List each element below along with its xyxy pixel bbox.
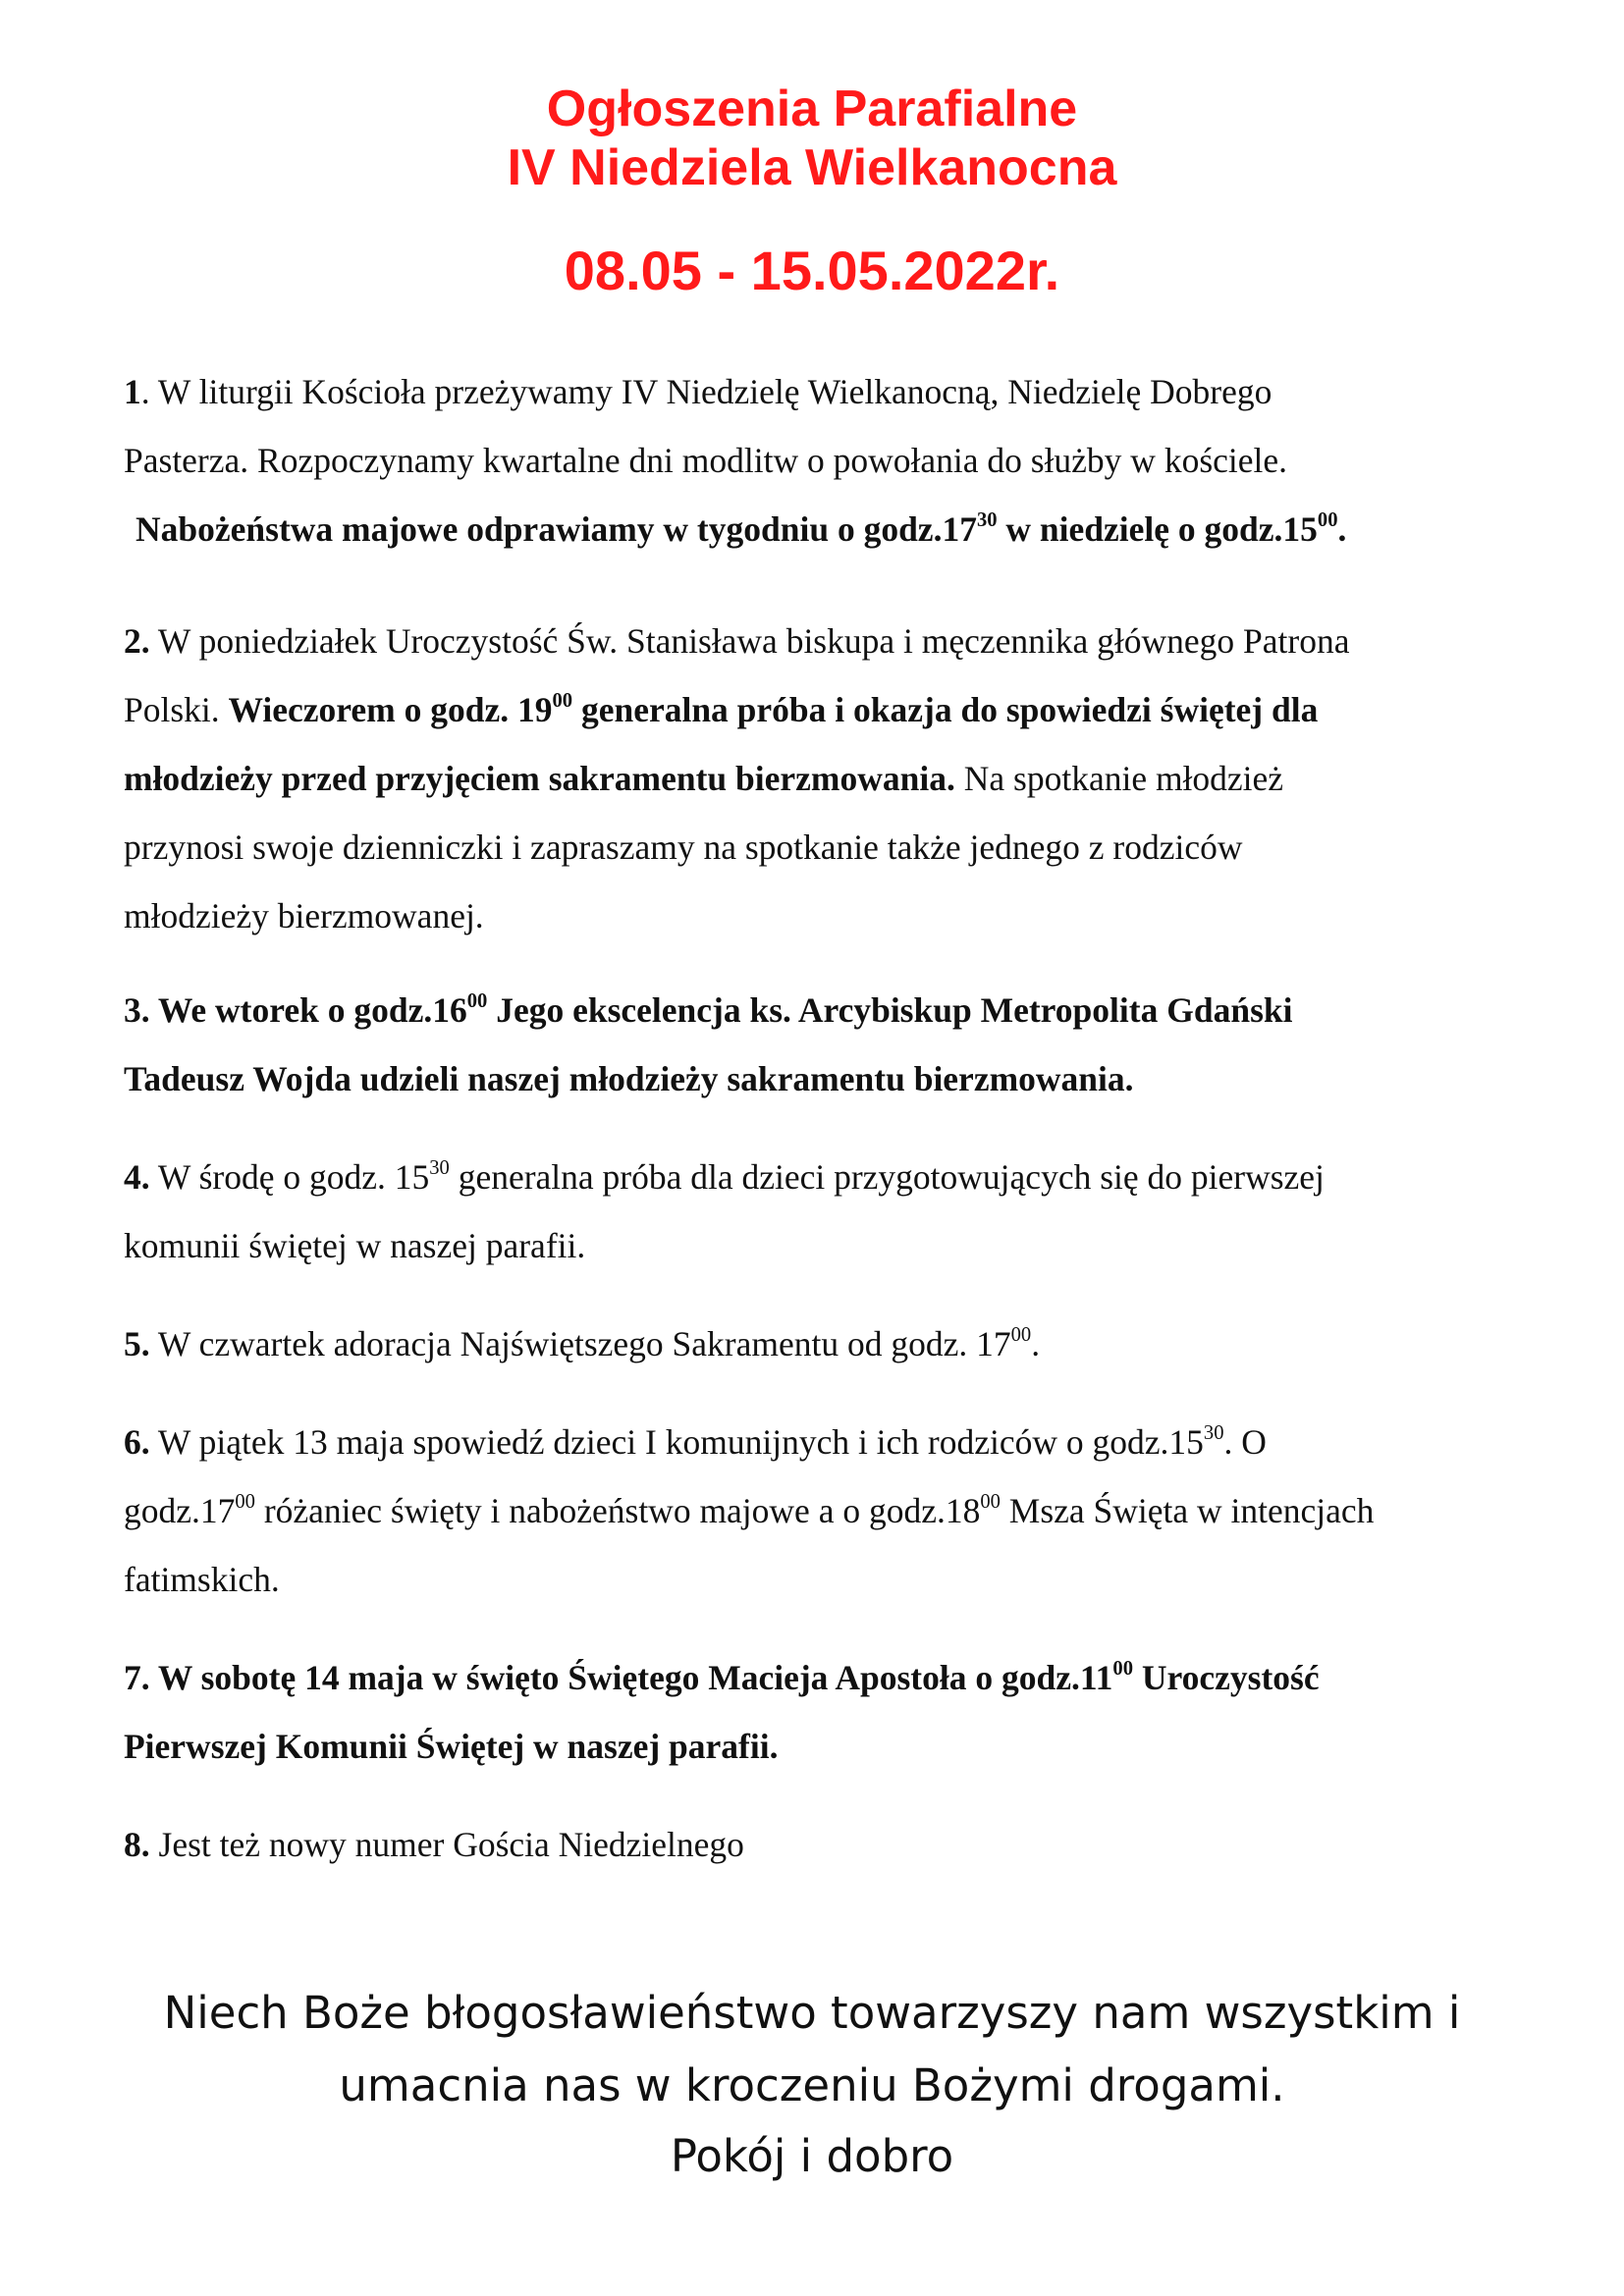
announcement-1-line-2: Pasterza. Rozpoczynamy kwartalne dni modlitw o powołania do służby w kościele. (124, 441, 1288, 480)
closing-line-2: umacnia nas w kroczeniu Bożymi drogami. (339, 2059, 1285, 2111)
announcement-7-line-2: Pierwszej Komunii Świętej w naszej parafii. (124, 1727, 779, 1766)
announcement-5-number: 5. (124, 1324, 150, 1363)
announcement-1-line-1: 1. W liturgii Kościoła przeżywamy IV Niedzielę Wielkanocną, Niedzielę Dobrego (124, 372, 1272, 411)
announcement-3-line-2: Tadeusz Wojda udzieli naszej młodzieży sakramentu bierzmowania. (124, 1059, 1134, 1098)
announcement-4-number: 4. (124, 1157, 150, 1197)
announcement-2-line-1: 2. W poniedziałek Uroczystość Św. Stanisława biskupa i męczennika głównego Patrona (124, 621, 1350, 661)
announcement-5-line-1: 5. W czwartek adoracja Najświętszego Sakramentu od godz. $17^{00}$. (124, 1324, 1041, 1363)
date-range: 08.05 - 15.05.2022r. (564, 240, 1060, 301)
announcement-2-line-3: młodzieży przed przyjęciem sakramentu bierzmowania. Na spotkanie młodzież (124, 759, 1284, 798)
announcement-2-number: 2. (124, 621, 150, 661)
announcement-2-line-4: przynosi swoje dzienniczki i zapraszamy na spotkanie także jednego z rodziców (124, 828, 1243, 867)
announcement-6-line-3: fatimskich. (124, 1560, 280, 1599)
title-line-2: IV Niedziela Wielkanocna (507, 139, 1117, 196)
announcement-1-line-3: Nabożeństwa majowe odprawiamy w tygodniu o $godz.17^{30}$ w niedzielę o $godz.15^{00}$. (135, 509, 1347, 549)
announcement-6-line-1: 6. W piątek 13 maja spowiedź dzieci I komunijnych i ich rodziców o $godz.15^{30}$. O (124, 1422, 1267, 1462)
announcement-8-line-1: 8. Jest też nowy numer Gościa Niedzielnego (124, 1825, 744, 1864)
announcement-6-line-2: $godz.17^{00}$ różaniec święty i nabożeństwo majowe a o $godz.18^{00}$ Msza Święta w intencjach (124, 1491, 1375, 1530)
announcement-4-line-1: 4. W środę o godz. $15^{30}$ generalna próba dla dzieci przygotowujących się do pierwszej (124, 1157, 1325, 1197)
announcement-8-number: 8. (124, 1825, 150, 1864)
announcement-2-line-5: młodzieży bierzmowanej. (124, 896, 484, 935)
title-line-1: Ogłoszenia Parafialne (546, 80, 1078, 137)
announcement-1-number: 1 (124, 372, 141, 411)
announcement-4-line-2: komunii świętej w naszej parafii. (124, 1226, 586, 1265)
closing-line-1: Niech Boże błogosławieństwo towarzyszy nam wszystkim i (163, 1987, 1461, 2039)
announcement-7-line-1: 7. W sobotę 14 maja w święto Świętego Macieja Apostoła o $godz.11^{00}$ Uroczystość (124, 1658, 1320, 1697)
announcement-6-number: 6. (124, 1422, 150, 1462)
announcement-2-line-2: Polski. Wieczorem o godz. $19^{00}$ generalna próba i okazja do spowiedzi świętej dla (124, 690, 1319, 729)
closing-line-3: Pokój i dobro (670, 2130, 954, 2182)
announcement-3-line-1: 3. We wtorek o $godz.16^{00}$ Jego ekscelencja ks. Arcybiskup Metropolita Gdański (124, 990, 1293, 1030)
